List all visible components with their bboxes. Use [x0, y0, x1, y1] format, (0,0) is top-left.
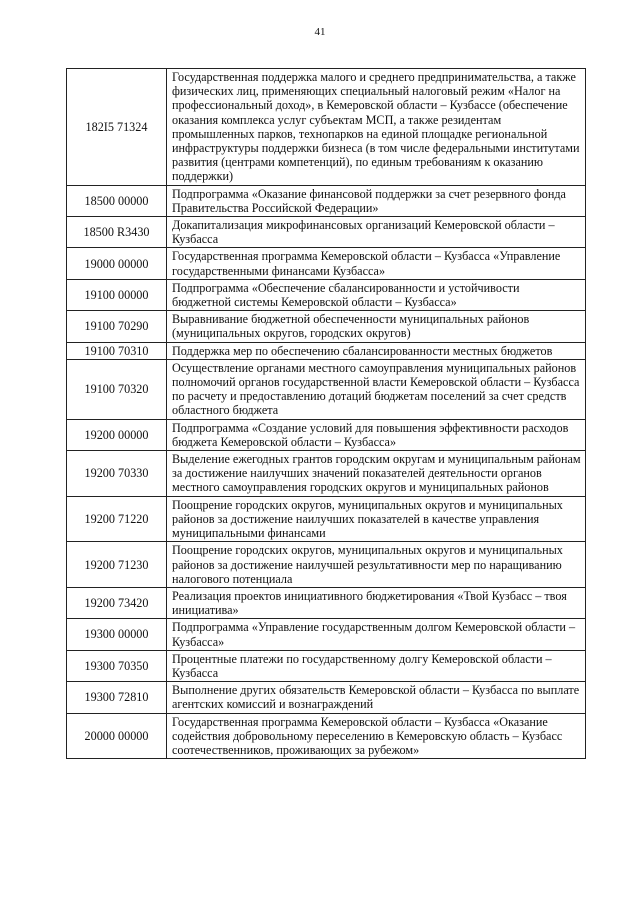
row-description-cell: Поощрение городских округов, муниципальных округов и муниципальных районов за достижение наилучшей результативности мер по наращиванию налогового потенциала	[167, 542, 586, 588]
row-description-cell: Подпрограмма «Создание условий для повышения эффективности расходов бюджета Кемеровской области – Кузбасса»	[167, 419, 586, 450]
row-code-cell: 19100 70320	[67, 359, 167, 419]
table-row	[67, 311, 586, 342]
table-row	[67, 619, 586, 650]
row-code-cell: 20000 00000	[67, 713, 167, 759]
row-description-cell: Поддержка мер по обеспечению сбалансированности местных бюджетов	[167, 342, 586, 359]
row-description-cell: Выравнивание бюджетной обеспеченности муниципальных районов (муниципальных округов, городских округов)	[167, 311, 586, 342]
row-description-cell: Государственная поддержка малого и среднего предпринимательства, а также физических лиц, применяющих специальный налоговый режим «Налог на профессиональный доход», в Кемеровской области – Кузбассе (обеспечение оказания комплекса услуг субъектам МСП, а также резидентам промышленных парков, технопарков на единой площадке региональной инфраструктуры поддержки бизнеса (в том числе федеральными институтами развития (центрами компетенций), по единым требованиям к оказанию поддержки)	[167, 69, 586, 186]
row-code-cell: 19100 70290	[67, 311, 167, 342]
row-code-cell: 19300 70350	[67, 650, 167, 681]
row-description-cell: Государственная программа Кемеровской области – Кузбасса «Управление государственными финансами Кузбасса»	[167, 248, 586, 279]
row-description-cell: Выполнение других обязательств Кемеровской области – Кузбасса по выплате агентских комиссий и вознаграждений	[167, 682, 586, 713]
table-row	[67, 69, 586, 186]
table-row	[67, 248, 586, 279]
row-code-cell: 19000 00000	[67, 248, 167, 279]
table-row	[67, 217, 586, 248]
table-body	[67, 69, 586, 759]
page-number: 41	[314, 26, 326, 38]
table-row	[67, 542, 586, 588]
row-description-cell: Выделение ежегодных грантов городским округам и муниципальным районам за достижение наилучших значений показателей деятельности органов местного самоуправления городских округов и муниципальных районов	[167, 451, 586, 497]
table-row	[67, 359, 586, 419]
table-row	[67, 342, 586, 359]
row-code-cell: 19200 70330	[67, 451, 167, 497]
row-code-cell: 19100 70310	[67, 342, 167, 359]
table-row	[67, 279, 586, 310]
row-code-cell: 19300 00000	[67, 619, 167, 650]
row-code-cell: 18500 R3430	[67, 217, 167, 248]
table-row	[67, 185, 586, 216]
row-code-cell: 19300 72810	[67, 682, 167, 713]
row-description-cell: Докапитализация микрофинансовых организаций Кемеровской области – Кузбасса	[167, 217, 586, 248]
row-description-cell: Поощрение городских округов, муниципальных округов и муниципальных районов за достижение наилучших показателей в качестве управления муниципальными финансами	[167, 496, 586, 542]
table-row	[67, 587, 586, 618]
table-row	[67, 650, 586, 681]
row-code-cell: 19200 71220	[67, 496, 167, 542]
table-row	[67, 451, 586, 497]
row-code-cell: 18500 00000	[67, 185, 167, 216]
row-code-cell: 19200 71230	[67, 542, 167, 588]
table-row	[67, 496, 586, 542]
row-code-cell: 19100 00000	[67, 279, 167, 310]
budget-codes-table	[66, 68, 586, 759]
row-code-cell: 19200 00000	[67, 419, 167, 450]
row-code-cell: 182I5 71324	[67, 69, 167, 186]
row-description-cell: Реализация проектов инициативного бюджетирования «Твой Кузбасс – твоя инициатива»	[167, 587, 586, 618]
table-row	[67, 419, 586, 450]
row-code-cell: 19200 73420	[67, 587, 167, 618]
row-description-cell: Подпрограмма «Оказание финансовой поддержки за счет резервного фонда Правительства Российской Федерации»	[167, 185, 586, 216]
row-description-cell: Осуществление органами местного самоуправления муниципальных районов полномочий органов государственной власти Кемеровской области – Кузбасса по расчету и предоставлению дотаций бюджетам поселений за счет средств областного бюджета	[167, 359, 586, 419]
row-description-cell: Государственная программа Кемеровской области – Кузбасса «Оказание содействия добровольному переселению в Кемеровскую область – Кузбасс соотечественников, проживающих за рубежом»	[167, 713, 586, 759]
row-description-cell: Подпрограмма «Обеспечение сбалансированности и устойчивости бюджетной системы Кемеровской области – Кузбасса»	[167, 279, 586, 310]
table-row	[67, 682, 586, 713]
row-description-cell: Подпрограмма «Управление государственным долгом Кемеровской области – Кузбасса»	[167, 619, 586, 650]
row-description-cell: Процентные платежи по государственному долгу Кемеровской области – Кузбасса	[167, 650, 586, 681]
table-row	[67, 713, 586, 759]
